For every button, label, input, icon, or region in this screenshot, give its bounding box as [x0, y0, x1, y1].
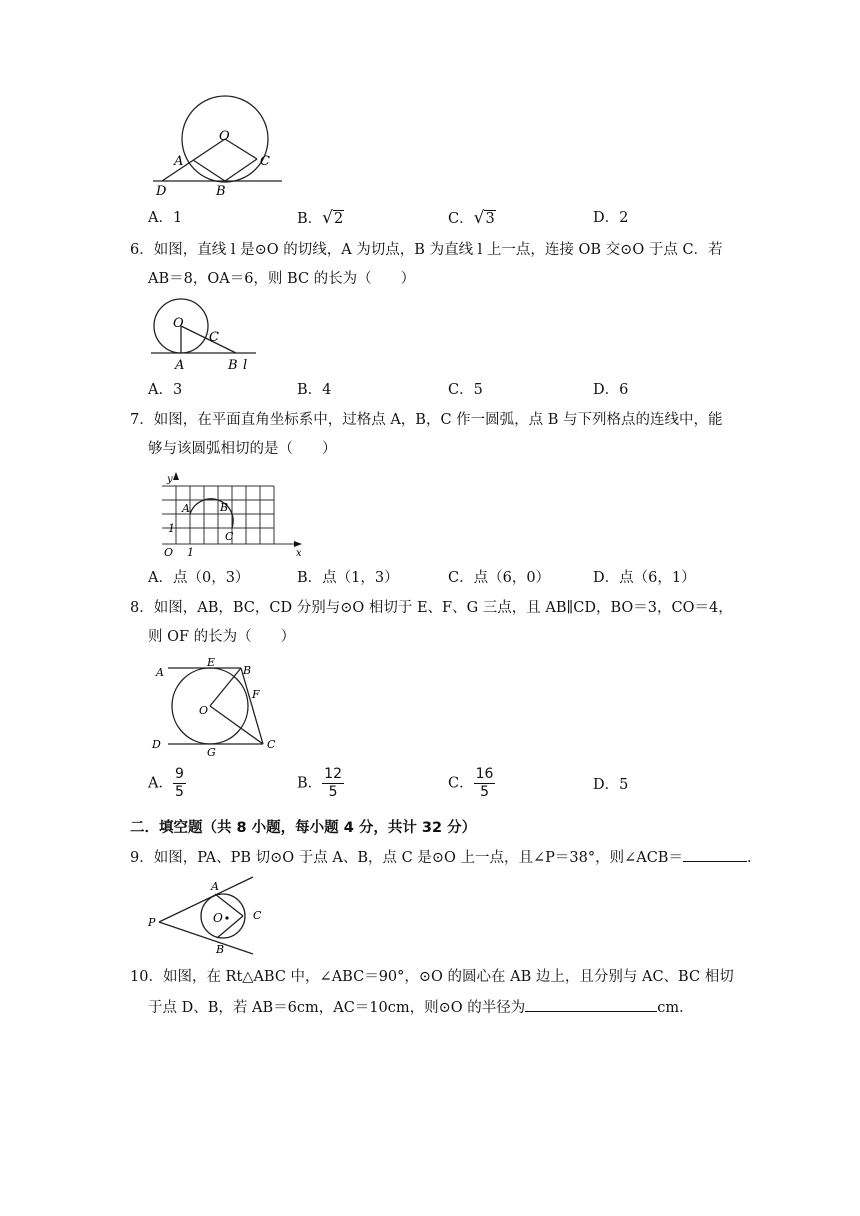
figure-q6	[148, 298, 258, 373]
figure-q9-label: P	[148, 916, 156, 929]
q10-unit: cm．	[657, 1000, 694, 1016]
figure-q6-label: B	[228, 358, 238, 373]
q10-answer-blank	[525, 996, 657, 1012]
figure-q9-label: O	[213, 911, 223, 925]
figure-q5-label: B	[216, 184, 226, 199]
q8-option-a-label: A．	[148, 775, 173, 792]
section-title-fill-in: 二．填空题（共 8 小题，每小题 4 分，共计 32 分）	[130, 820, 477, 836]
q8-option-b-label: B．	[297, 775, 323, 792]
figure-q5-label: C	[260, 154, 270, 169]
figure-q8-label: B	[243, 664, 252, 677]
q6-text-line1: 6．如图，直线 l 是⊙O 的切线，A 为切点，B 为直线 l 上一点，连接 OB 交⊙O 于点 C．若	[130, 242, 723, 258]
figure-q7-label: C	[225, 530, 234, 543]
q8-option-b-fraction: $\frac{12}{5}$	[324, 766, 342, 800]
q7-text-line2: 够与该圆弧相切的是（ ）	[148, 441, 337, 457]
q7-option-a: A．点（0，3）	[148, 570, 250, 586]
q10-text-line1: 10．如图，在 Rt△ABC 中，∠ABC＝90°，⊙O 的圆心在 AB 边上，且分别与 AC、BC 相切	[130, 969, 734, 985]
q7-text-line1: 7．如图，在平面直角坐标系中，过格点 A，B，C 作一圆弧，点 B 与下列格点的连线中，能	[130, 412, 723, 428]
q8-text-line2: 则 OF 的长为（ ）	[148, 629, 296, 645]
figure-q5-label: D	[156, 184, 167, 199]
figure-q7-label: O	[164, 546, 174, 559]
figure-q6-label: A	[175, 358, 185, 373]
q10-text-line2	[148, 996, 694, 1018]
figure-q7-label: A	[182, 502, 190, 515]
q6-option-d: D．6	[593, 382, 629, 398]
q6-option-b: B．4	[297, 382, 332, 398]
q6-option-a: A．3	[148, 382, 183, 398]
q8-option-b	[297, 766, 344, 801]
figure-q7-label: 1	[187, 546, 194, 559]
q5-option-c-label: C．	[448, 211, 474, 227]
figure-q8	[148, 656, 283, 761]
q5-option-c-value: 3	[485, 211, 495, 227]
q5-option-b: B．√2	[297, 208, 344, 228]
q7-option-d: D．点（6，1）	[593, 570, 696, 586]
figure-q7-label: B	[220, 501, 229, 514]
figure-q9-label: B	[216, 943, 225, 956]
q9-answer-blank	[683, 846, 747, 862]
q8-option-d: D．5	[593, 777, 629, 793]
q7-option-b: B．点（1，3）	[297, 570, 399, 586]
figure-q7-label: y	[167, 474, 173, 485]
figure-q6-label: l	[243, 358, 248, 373]
q9-end: ．	[746, 850, 762, 866]
q5-option-c: C．√3	[448, 208, 495, 228]
figure-q9-label: A	[211, 880, 219, 893]
figure-q8-label: C	[267, 738, 276, 751]
figure-q7	[148, 468, 308, 560]
q8-option-a	[148, 766, 186, 801]
q5-option-a: A．1	[148, 210, 183, 226]
figure-q8-label: O	[199, 704, 209, 717]
figure-q8-label: E	[207, 656, 216, 669]
figure-q5	[148, 95, 288, 200]
q9-question: 9．如图，PA、PB 切⊙O 于点 A、B，点 C 是⊙O 上一点，且∠P＝38°，则∠ACB＝	[130, 850, 683, 866]
q8-option-c-fraction: $\frac{16}{5}$	[475, 766, 494, 800]
q5-option-b-value: 2	[334, 211, 344, 227]
figure-q7-label: x	[296, 548, 302, 559]
q8-option-c	[448, 766, 495, 801]
q10-question: 于点 D、B，若 AB＝6cm，AC＝10cm，则⊙O 的半径为	[148, 1000, 526, 1016]
q6-text-line2: AB＝8，OA＝6，则 BC 的长为（ ）	[148, 271, 416, 287]
figure-q6-label: C	[209, 330, 219, 345]
figure-q9-label: C	[253, 909, 262, 922]
q5-option-d: D．2	[593, 210, 629, 226]
q9-text	[130, 846, 761, 868]
q6-option-c: C．5	[448, 382, 483, 398]
figure-q6-label: O	[173, 316, 184, 331]
figure-q7-label: 1	[168, 522, 175, 535]
q5-option-b-label: B．	[297, 211, 323, 227]
q8-option-a-fraction: $\frac{9}{5}$	[174, 766, 184, 800]
figure-q8-label: D	[152, 738, 161, 751]
figure-q8-label: F	[252, 688, 260, 701]
figure-q5-label: A	[174, 154, 184, 169]
q7-option-c: C．点（6，0）	[448, 570, 551, 586]
figure-q5-label: O	[219, 129, 230, 144]
figure-q8-label: A	[156, 666, 164, 679]
q8-text-line1: 8．如图，AB，BC，CD 分别与⊙O 相切于 E、F、G 三点，且 AB∥CD，BO＝3，CO＝4，	[130, 600, 733, 616]
figure-q9	[145, 873, 275, 957]
q8-option-c-label: C．	[448, 775, 474, 792]
figure-q8-label: G	[207, 746, 216, 759]
